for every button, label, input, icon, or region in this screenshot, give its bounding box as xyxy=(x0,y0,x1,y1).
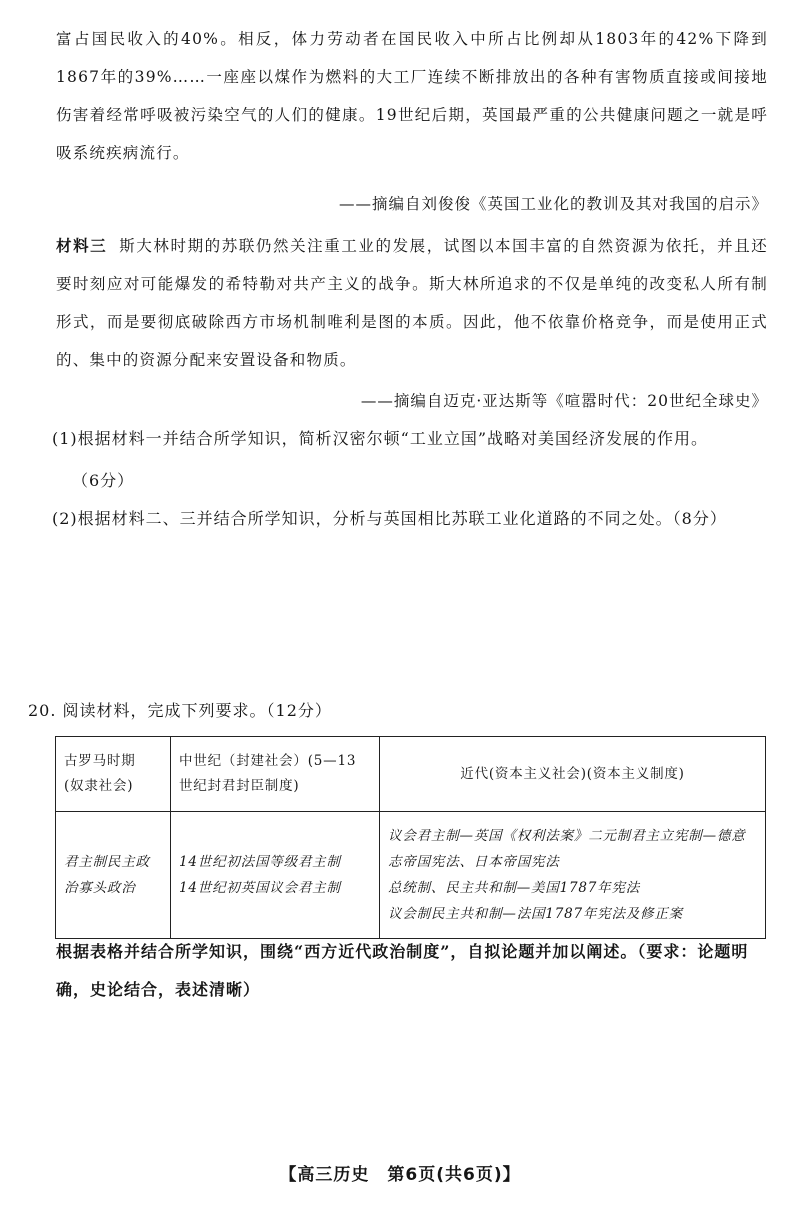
header-middle-ages: 中世纪（封建社会）(5—13 世纪封君封臣制度) xyxy=(171,737,380,812)
question-19-2: (2)根据材料二、三并结合所学知识，分析与英国相比苏联工业化道路的不同之处。（8分） xyxy=(52,509,727,528)
material2-source: ——摘编自刘俊俊《英国工业化的教训及其对我国的启示》 xyxy=(338,195,768,213)
question-20-title: 20. 阅读材料，完成下列要求。（12分） xyxy=(28,701,332,720)
material3-paragraph xyxy=(56,227,768,379)
table-header-row xyxy=(56,737,766,812)
cell-ancient-rome: 君主制民主政 治寡头政治 xyxy=(56,812,171,939)
material3-source: ——摘编自迈克·亚达斯等《喧嚣时代：20世纪全球史》 xyxy=(360,392,768,410)
question-19-1: (1)根据材料一并结合所学知识，简析汉密尔顿“工业立国”战略对美国经济发展的作用。 xyxy=(52,429,709,448)
header-modern-era: 近代(资本主义社会)(资本主义制度) xyxy=(380,737,766,812)
table-row xyxy=(56,812,766,939)
cell-middle-ages: 14世纪初法国等级君主制 14世纪初英国议会君主制 xyxy=(171,812,380,939)
material3-label: 材料三 xyxy=(56,236,108,255)
material2-paragraph: 富占国民收入的40%。相反，体力劳动者在国民收入中所占比例却从1803年的42%下降到1867年的39%……一座座以煤作为燃料的大工厂连续不断排放出的各种有害物质直接或间接地伤害着经常呼吸被污染空气的人们的健康。19世纪后期，英国最严重的公共健康问题之一就是呼吸系统疾病流行。 xyxy=(56,30,768,162)
political-systems-table xyxy=(55,736,766,939)
page-footer: 【高三历史 第6页(共6页)】 xyxy=(279,1165,521,1185)
header-ancient-rome: 古罗马时期 (奴隶社会) xyxy=(56,737,171,812)
question-19-1-score: （6分） xyxy=(72,471,135,490)
material3-text: 斯大林时期的苏联仍然关注重工业的发展，试图以本国丰富的自然资源为依托，并且还要时刻应对可能爆发的希特勒对共产主义的战争。斯大林所追求的不仅是单纯的改变私人所有制形式，而是要彻底破除西方市场机制唯利是图的本质。因此，他不依靠价格竞争，而是使用正式的、集中的资源分配来安置设备和物质。 xyxy=(56,237,768,369)
question-20-instruction: 根据表格并结合所学知识，围绕“西方近代政治制度”，自拟论题并加以阐述。（要求：论题明确，史论结合，表述清晰） xyxy=(56,942,749,999)
cell-modern-era: 议会君主制—英国《权利法案》二元制君主立宪制—德意 志帝国宪法、日本帝国宪法 总统制、民主共和制—美国1787年宪法 议会制民主共和制—法国1787年宪法及修正案 xyxy=(380,812,766,939)
